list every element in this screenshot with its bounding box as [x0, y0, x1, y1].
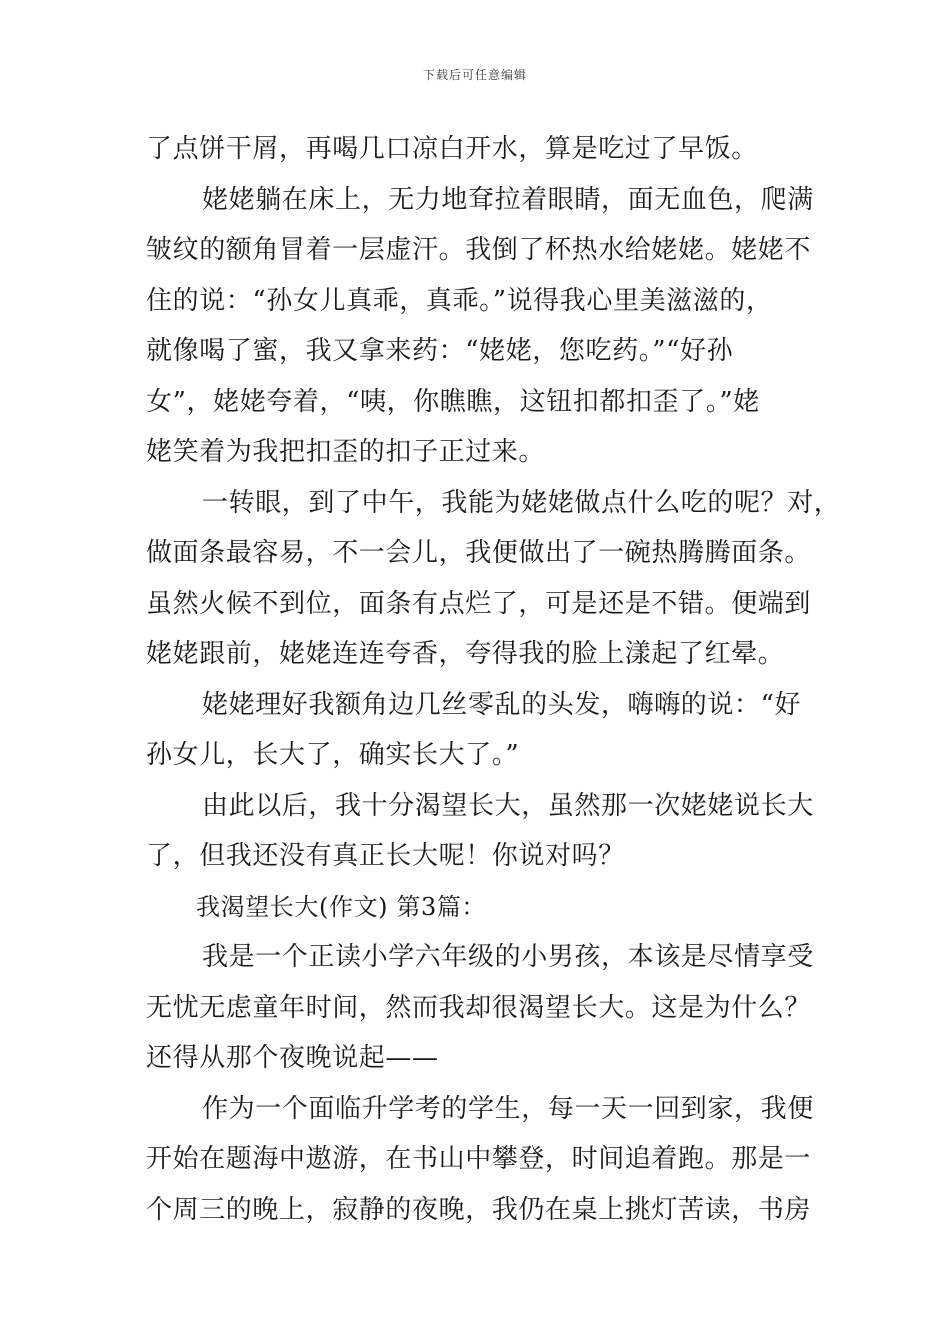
paragraph-start-line: 姥姥躺在床上，无力地耷拉着眼睛，面无血色，爬满	[202, 184, 814, 215]
text-line: 虽然火候不到位，面条有点烂了，可是还是不错。便端到	[146, 588, 812, 619]
text-line: 还得从那个夜晚说起——	[146, 1043, 439, 1073]
document-body	[146, 124, 841, 1235]
text-line: 姥姥跟前，姥姥连连夸香，夸得我的脸上漾起了红晕。	[146, 639, 785, 669]
text-line: 住的说：“孙女儿真乖，真乖。”说得我心里美滋滋的，	[146, 285, 773, 316]
text-line: 女”，姥姥夸着，“咦，你瞧瞧，这钮扣都扣歪了。”姥	[146, 386, 760, 417]
section-heading: 我渴望长大(作文) 第3篇：	[196, 892, 487, 921]
paragraph-start-line: 我是一个正读小学六年级的小男孩，本该是尽情享受	[202, 942, 814, 972]
page-header: 下载后可任意编辑	[422, 68, 527, 82]
text-line: 姥笑着为我把扣歪的扣子正过来。	[146, 437, 546, 467]
text-line: 了，但我还没有真正长大呢！你说对吗？	[146, 841, 625, 871]
text-line: 开始在题海中遨游，在书山中攀登，时间追着跑。那是一	[146, 1144, 812, 1174]
paragraph-start-line: 一转眼，到了中午，我能为姥姥做点什么吃的呢？对，	[202, 487, 841, 518]
text-line: 了点饼干屑，再喝几口凉白开水，算是吃过了早饭。	[146, 134, 758, 164]
text-line: 就像喝了蜜，我又拿来药：“姥姥，您吃药。”“好孙	[146, 336, 734, 366]
text-line: 无忧无虑童年时间，然而我却很渴望长大。这是为什么？	[146, 992, 812, 1023]
text-line: 个周三的晚上，寂静的夜晚，我仍在桌上挑灯苦读，书房	[146, 1194, 812, 1225]
paragraph-start-line: 姥姥理好我额角边几丝零乱的头发，嗨嗨的说：“好	[202, 689, 802, 720]
paragraph-start-line: 作为一个面临升学考的学生，每一天一回到家，我便	[202, 1093, 814, 1124]
text-line: 皱纹的额角冒着一层虚汗。我倒了杯热水给姥姥。姥姥不	[146, 235, 812, 265]
text-line: 孙女儿，长大了，确实长大了。”	[146, 740, 520, 770]
text-line: 做面条最容易，不一会儿，我便做出了一碗热腾腾面条。	[146, 538, 812, 568]
paragraph-start-line: 由此以后，我十分渴望长大，虽然那一次姥姥说长大	[202, 790, 814, 821]
